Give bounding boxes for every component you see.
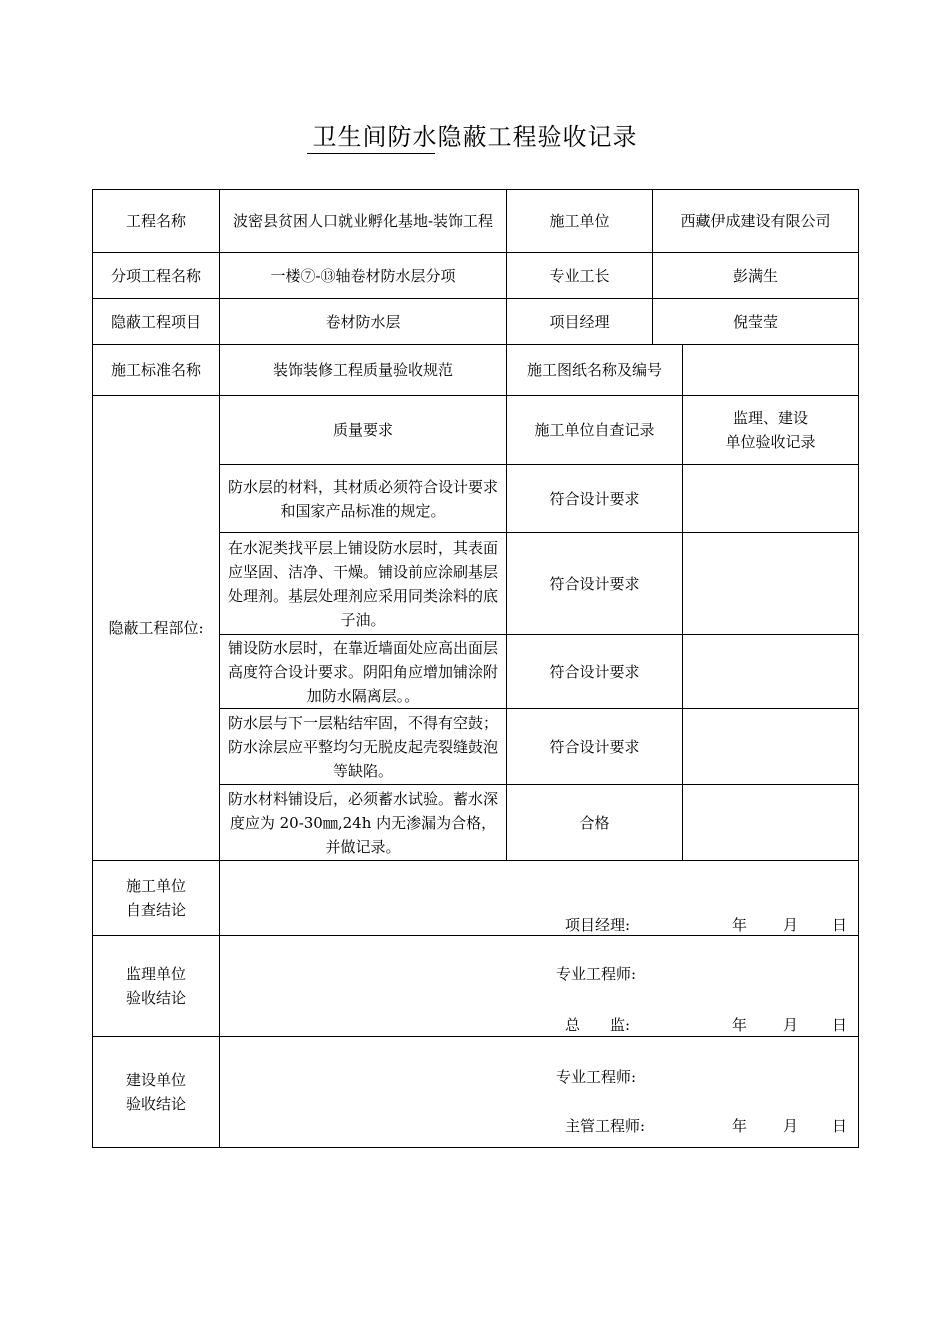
supervision-result (683, 785, 859, 861)
construction-unit-value: 西藏伊成建设有限公司 (653, 190, 859, 253)
self-check-column-header: 施工单位自查记录 (507, 396, 683, 465)
year-label: 年 (732, 1117, 748, 1135)
chief-engineer-label: 主管工程师: (565, 1117, 646, 1135)
requirement-text: 在水泥类找平层上铺设防水层时，其表面应坚固、洁净、干燥。铺设前应涂刷基层处理剂。基层处理剂应采用同类涂料的底子油。 (220, 533, 507, 635)
requirement-text: 防水层的材料，其材质必须符合设计要求和国家产品标准的规定。 (220, 465, 507, 533)
construction-unit-label: 施工单位 (507, 190, 653, 253)
drawing-value (683, 345, 859, 396)
construction-conclusion-label (93, 861, 220, 936)
year-label: 年 (732, 1016, 748, 1034)
inspection-section-label: 隐蔽工程部位: (93, 396, 220, 861)
supervision-engineer-label: 专业工程师: (556, 965, 637, 983)
row-construction-conclusion (93, 861, 859, 936)
sub-project-label: 分项工程名称 (93, 253, 220, 299)
drawing-label: 施工图纸名称及编号 (507, 345, 683, 396)
sub-project-value: 一楼⑦-⑬轴卷材防水层分项 (220, 253, 507, 299)
row-project-name (93, 190, 859, 253)
owner-conclusion-body (220, 1037, 859, 1148)
foreman-value: 彭满生 (653, 253, 859, 299)
owner-label-line2: 验收结论 (125, 1095, 186, 1113)
standard-value: 装饰装修工程质量验收规范 (220, 345, 507, 396)
row-owner-conclusion (93, 1037, 859, 1148)
self-check-result: 符合设计要求 (507, 709, 683, 785)
supervision-header-line2: 单位验收记录 (725, 433, 816, 451)
supervision-result (683, 533, 859, 635)
project-name-value: 波密县贫困人口就业孵化基地-装饰工程 (220, 190, 507, 253)
row-standard (93, 345, 859, 396)
foreman-label: 专业工长 (507, 253, 653, 299)
standard-label: 施工标准名称 (93, 345, 220, 396)
project-name-label: 工程名称 (93, 190, 220, 253)
self-check-result: 符合设计要求 (507, 635, 683, 709)
pm-label: 项目经理 (507, 299, 653, 345)
month-label: 月 (783, 916, 799, 934)
supervision-label-line1: 监理单位 (125, 965, 186, 983)
row-hidden-item (93, 299, 859, 345)
month-label: 月 (783, 1016, 799, 1034)
construction-conclusion-body (220, 861, 859, 936)
supervision-result (683, 635, 859, 709)
supervision-column-header (683, 396, 859, 465)
supervision-label-line2: 验收结论 (125, 989, 186, 1007)
construction-label-line1: 施工单位 (125, 877, 186, 895)
document-title: 卫生间防水隐蔽工程验收记录 (312, 123, 638, 151)
supervision-result (683, 709, 859, 785)
row-inspection-header (93, 396, 859, 465)
row-sub-project (93, 253, 859, 299)
owner-engineer-label: 专业工程师: (556, 1068, 637, 1086)
self-check-result: 符合设计要求 (507, 465, 683, 533)
day-label: 日 (832, 1117, 848, 1135)
pm-value: 倪莹莹 (653, 299, 859, 345)
title-underline (307, 153, 435, 154)
quality-column-header: 质量要求 (220, 396, 507, 465)
month-label: 月 (783, 1117, 799, 1135)
pm-signature-label: 项目经理: (565, 916, 631, 934)
supervision-result (683, 465, 859, 533)
requirement-text: 防水层与下一层粘结牢固，不得有空鼓；防水涂层应平整均匀无脱皮起壳裂缝鼓泡等缺陷。 (220, 709, 507, 785)
self-check-result: 合格 (507, 785, 683, 861)
construction-label-line2: 自查结论 (125, 901, 186, 919)
supervision-header-line1: 监理、建设 (733, 409, 809, 427)
inspection-record-table (92, 189, 859, 1148)
day-label: 日 (832, 916, 848, 934)
self-check-result: 符合设计要求 (507, 533, 683, 635)
supervision-conclusion-label (93, 936, 220, 1037)
requirement-text: 防水材料铺设后，必须蓄水试验。蓄水深度应为 20-30㎜,24h 内无渗漏为合格，并做记录。 (220, 785, 507, 861)
day-label: 日 (832, 1016, 848, 1034)
supervision-conclusion-body (220, 936, 859, 1037)
owner-conclusion-label (93, 1037, 220, 1148)
chief-supervisor-label: 总 监: (565, 1016, 631, 1034)
owner-label-line1: 建设单位 (125, 1071, 186, 1089)
hidden-item-label: 隐蔽工程项目 (93, 299, 220, 345)
row-supervision-conclusion (93, 936, 859, 1037)
hidden-item-value: 卷材防水层 (220, 299, 507, 345)
requirement-text: 铺设防水层时，在靠近墙面处应高出面层高度符合设计要求。阴阳角应增加铺涂附加防水隔离层。。 (220, 635, 507, 709)
year-label: 年 (732, 916, 748, 934)
